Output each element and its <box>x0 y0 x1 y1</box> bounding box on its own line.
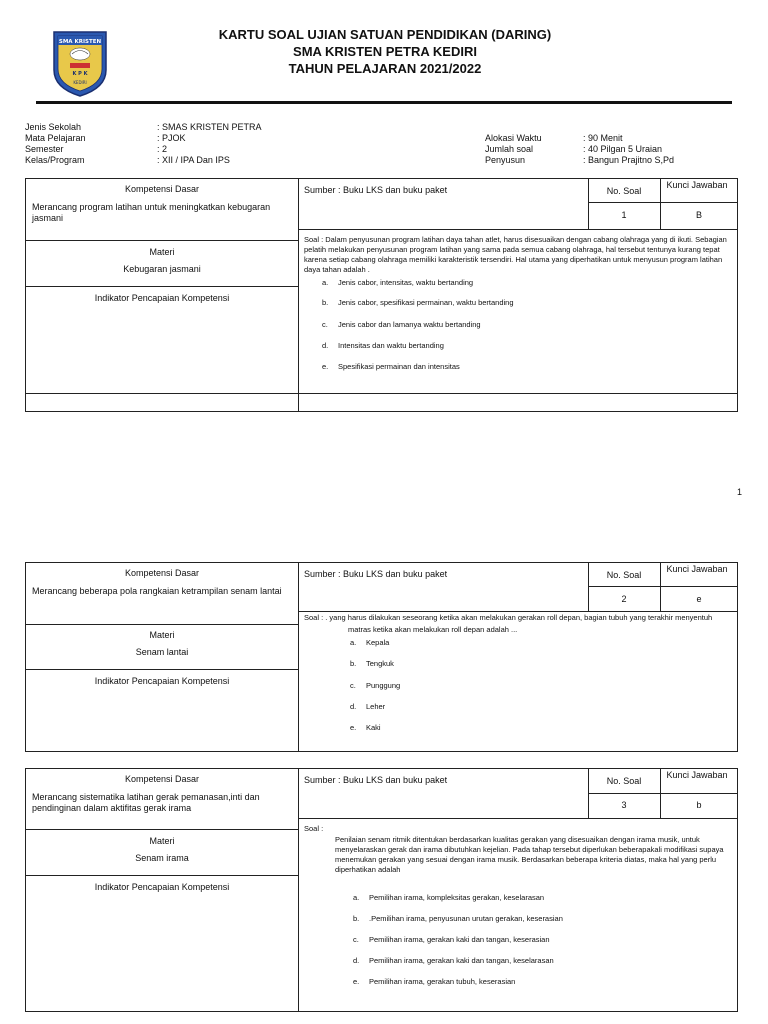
indikator-label: Indikator Pencapaian Kompetensi <box>94 676 230 686</box>
option-text: Kepala <box>366 638 390 647</box>
question-text: Penilaian senam ritmik ditentukan berdasarkan kualitas gerakan yang disesuaikan dengan irama musik, untuk menyelaraskan gerak dan irama dibutuhkan kejelian. Pada tahap tersebut diperlukan beberapakali modifikasi supaya menemukan gerakan yang sesuai dengan irama musik. Berdasarkan beberapa kriteria diatas, maka hal yang perlu diperhatikan adalah <box>335 835 724 874</box>
option-text: Pemilihan irama, gerakan kaki dan tangan, keserasian <box>369 935 550 944</box>
option-c <box>350 681 400 691</box>
option-letter: c. <box>353 935 359 944</box>
header-line-3: TAHUN PELAJARAN 2021/2022 <box>288 61 482 76</box>
meta-label: Kelas/Program <box>25 155 85 165</box>
option-text: Jenis cabor dan lamanya waktu bertanding <box>338 320 481 329</box>
option-a <box>353 893 544 903</box>
option-text: Pemilihan irama, gerakan kaki dan tangan, keselarasan <box>369 956 554 965</box>
materi-text: Kebugaran jasmani <box>123 264 201 274</box>
no-soal-label: No. Soal <box>606 776 642 786</box>
logo-text: SMA KRISTEN <box>58 39 102 45</box>
header-divider <box>36 101 732 104</box>
meta-value: : 2 <box>157 144 168 154</box>
sumber-label: Sumber : Buku LKS dan buku paket <box>304 185 448 195</box>
meta-value: : 40 Pilgan 5 Uraian <box>583 144 663 154</box>
option-c <box>353 935 550 945</box>
header-line-1: KARTU SOAL UJIAN SATUAN PENDIDIKAN (DARING) <box>218 27 552 42</box>
meta-label: Alokasi Waktu <box>485 133 542 143</box>
header-line-2: SMA KRISTEN PETRA KEDIRI <box>293 44 477 59</box>
meta-right <box>485 133 674 166</box>
meta-label: Penyusun <box>485 155 526 165</box>
kd-label: Kompetensi Dasar <box>124 184 200 194</box>
question-card-3 <box>25 768 738 1012</box>
option-letter: d. <box>350 702 357 711</box>
materi-label: Materi <box>149 630 175 640</box>
option-e <box>350 723 381 733</box>
meta-label: Jenis Sekolah <box>25 122 82 132</box>
meta-label: Jumlah soal <box>485 144 534 154</box>
option-letter: e. <box>350 723 357 732</box>
option-text: .Pemilihan irama, penyusunan urutan gerakan, keserasian <box>369 914 563 923</box>
option-letter: a. <box>350 638 357 647</box>
option-letter: c. <box>322 320 328 329</box>
question-card-2 <box>25 562 738 752</box>
indikator-label: Indikator Pencapaian Kompetensi <box>94 293 230 303</box>
option-e <box>353 977 515 987</box>
option-letter: d. <box>322 341 329 350</box>
meta-value: : 90 Menit <box>583 133 623 143</box>
kd-text: Merancang sistematika latihan gerak pemanasan,inti dan pendinginan dalam aktifitas gerak irama <box>32 792 260 813</box>
option-text: Pemilihan irama, kompleksitas gerakan, keselarasan <box>369 893 545 902</box>
option-b <box>322 298 514 308</box>
school-logo <box>52 30 108 98</box>
kunci-label: Kunci Jawaban <box>666 180 728 190</box>
answer-key: e <box>696 594 702 604</box>
logo-bottom-text: KEDIRI <box>73 80 87 85</box>
option-letter: e. <box>353 977 360 986</box>
meta-value: : XII / IPA Dan IPS <box>157 155 230 165</box>
kd-text: Merancang program latihan untuk meningkatkan kebugaran jasmani <box>32 202 271 223</box>
option-letter: c. <box>350 681 356 690</box>
question-number: 1 <box>621 210 627 220</box>
kd-text: Merancang beberapa pola rangkaian ketrampilan senam lantai <box>32 586 282 596</box>
option-d <box>322 341 444 351</box>
option-letter: d. <box>353 956 360 965</box>
option-letter: b. <box>353 914 360 923</box>
option-letter: b. <box>350 659 357 668</box>
materi-text: Senam lantai <box>135 647 189 657</box>
meta-left <box>25 122 262 166</box>
materi-text: Senam irama <box>135 853 189 863</box>
meta-value: : SMAS KRISTEN PETRA <box>157 122 262 132</box>
option-text: Jenis cabor, spesifikasi permainan, waktu bertanding <box>338 298 514 307</box>
question-number: 3 <box>621 800 627 810</box>
kd-label: Kompetensi Dasar <box>124 568 200 578</box>
option-letter: a. <box>322 278 329 287</box>
option-text: Pemilihan irama, gerakan tubuh, keserasian <box>369 977 516 986</box>
logo-sub-text: K P K <box>72 71 88 77</box>
option-a <box>350 638 389 648</box>
option-letter: a. <box>353 893 360 902</box>
option-text: Tengkuk <box>366 659 394 668</box>
meta-value: : PJOK <box>157 133 186 143</box>
no-soal-label: No. Soal <box>606 570 642 580</box>
option-text: Intensitas dan waktu bertanding <box>338 341 444 350</box>
meta-value: : Bangun Prajitno S,Pd <box>583 155 675 165</box>
sumber-label: Sumber : Buku LKS dan buku paket <box>304 569 448 579</box>
option-a <box>322 278 473 288</box>
option-d <box>353 956 554 966</box>
indikator-label: Indikator Pencapaian Kompetensi <box>94 882 230 892</box>
sumber-label: Sumber : Buku LKS dan buku paket <box>304 775 448 785</box>
answer-key: B <box>695 210 702 220</box>
meta-label: Semester <box>25 144 64 154</box>
materi-label: Materi <box>149 247 175 257</box>
question-text-cont: matras ketika akan melakukan roll depan adalah ... <box>348 625 518 634</box>
option-text: Leher <box>366 702 386 711</box>
page-number: 1 <box>737 487 743 497</box>
kunci-label: Kunci Jawaban <box>666 564 728 574</box>
no-soal-label: No. Soal <box>606 186 642 196</box>
materi-label: Materi <box>149 836 175 846</box>
answer-key: b <box>696 800 702 810</box>
option-b <box>350 659 394 669</box>
kd-label: Kompetensi Dasar <box>124 774 200 784</box>
question-label: Soal : <box>304 824 324 833</box>
question-number: 2 <box>621 594 627 604</box>
option-e <box>322 362 460 372</box>
option-text: Spesifikasi permainan dan intensitas <box>338 362 460 371</box>
option-letter: e. <box>322 362 329 371</box>
meta-label: Mata Pelajaran <box>25 133 86 143</box>
question-text: Soal : . yang harus dilakukan seseorang ketika akan melakukan gerakan roll depan, bagian tubuh yang terakhir menyentuh <box>304 613 713 622</box>
option-text: Kaki <box>366 723 381 732</box>
option-c <box>322 320 481 330</box>
option-text: Jenis cabor, intensitas, waktu bertanding <box>338 278 474 287</box>
option-letter: b. <box>322 298 329 307</box>
option-text: Punggung <box>366 681 401 690</box>
option-d <box>350 702 385 712</box>
kunci-label: Kunci Jawaban <box>666 770 728 780</box>
question-card-1 <box>25 178 738 412</box>
option-b <box>353 914 563 924</box>
question-text: Soal : Dalam penyusunan program latihan daya tahan atlet, harus disesuaikan dengan cabang olahraga yang di ikuti. Sebagian pelatih melakukan penyusunan program latihan yang sama pada semua cabang olahraga, hal tersebut tentunya kurang tepat karena setiap cabang olahraga memiliki karakteristik tersendiri. Hal utama yang diperhatikan untuk menyusun program latihan daya tahan adalah . <box>304 235 727 274</box>
